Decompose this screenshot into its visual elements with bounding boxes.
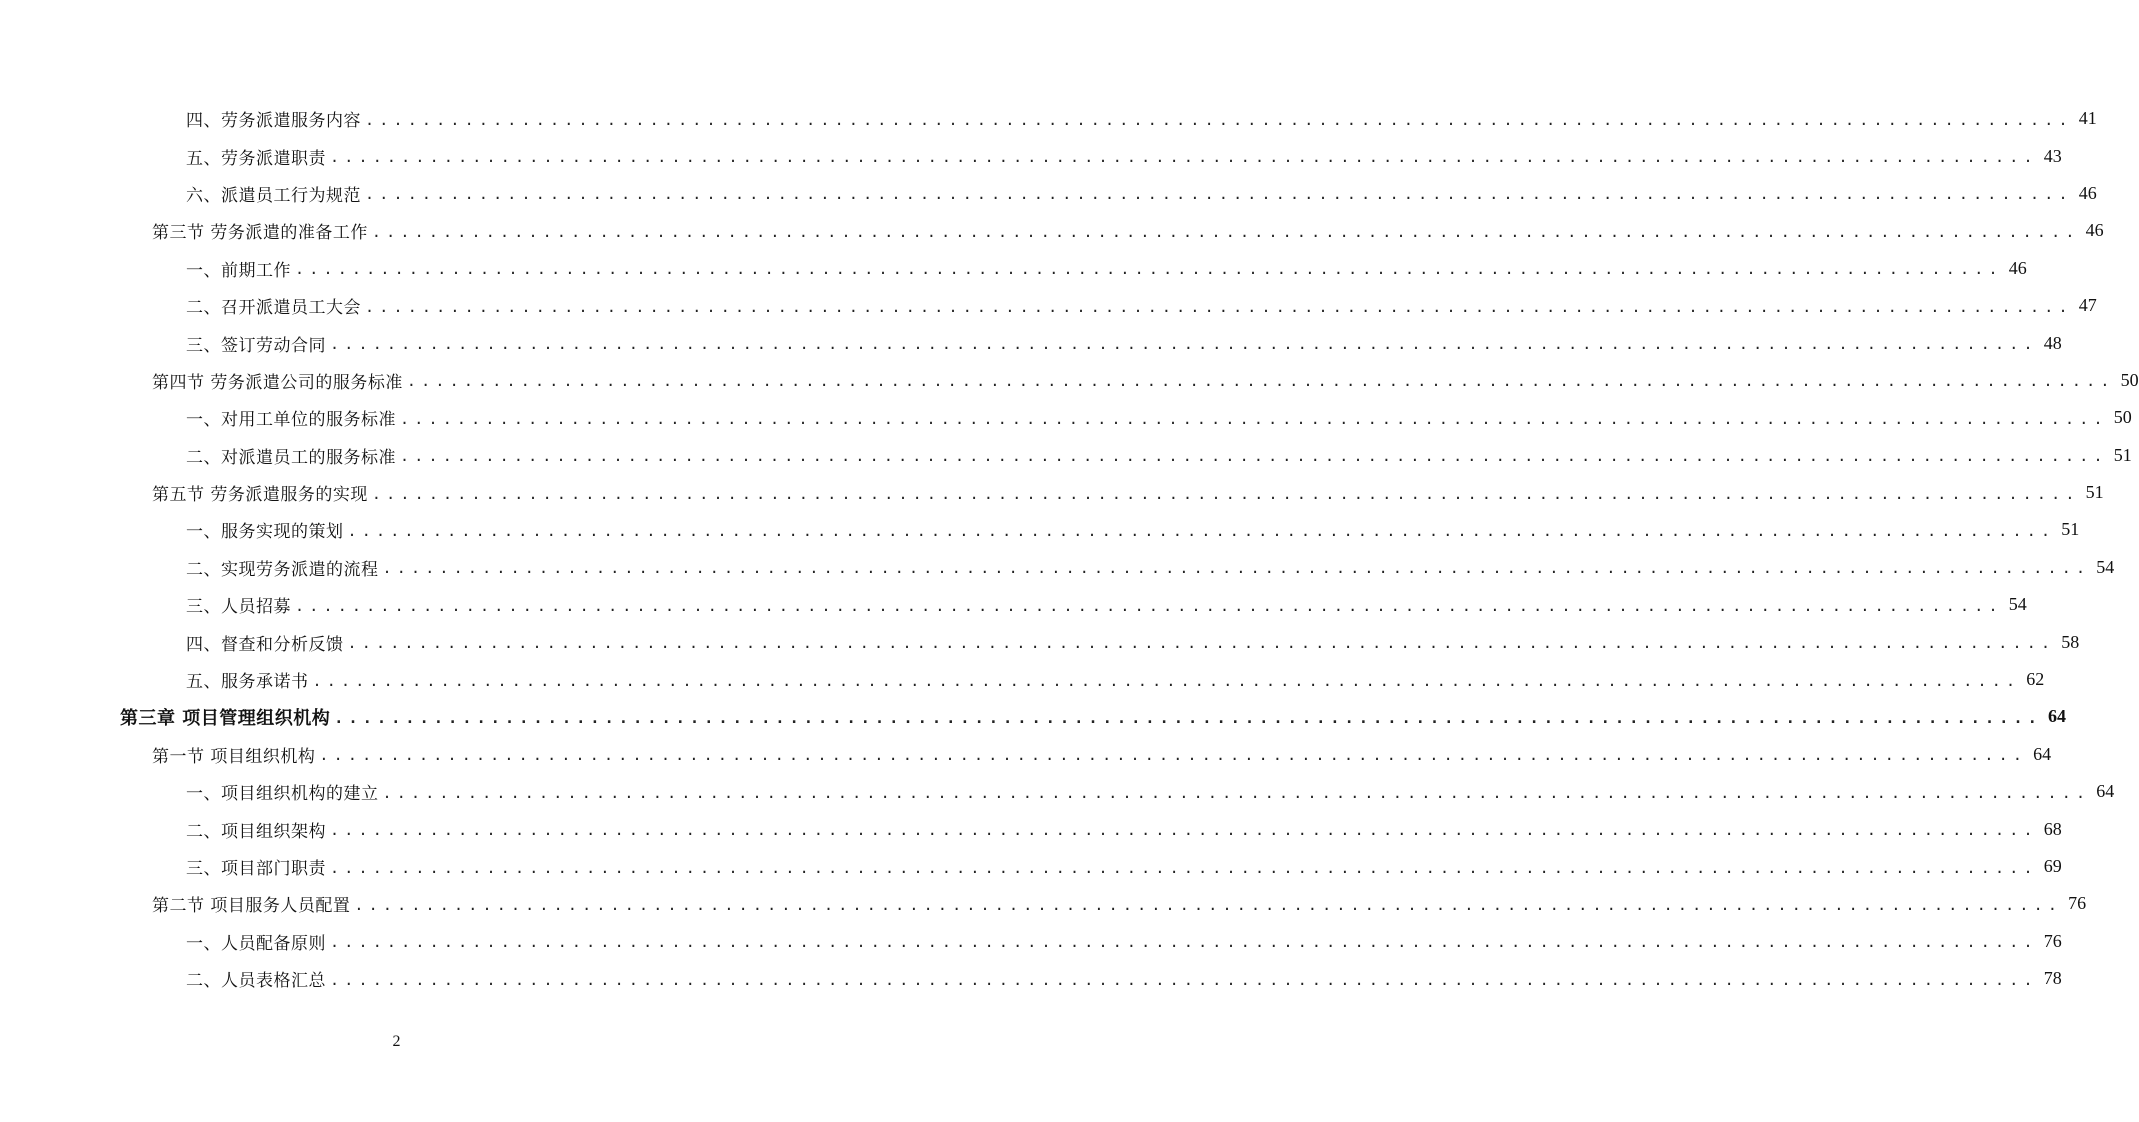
toc-dot-leader: ........................................................................................................................ [330,335,2038,354]
toc-dot-leader: ........................................................................................................................ [347,521,2056,540]
toc-dot-leader: ........................................................................................................................ [330,821,2038,840]
toc-entry-page-number: 41 [2078,108,2097,129]
toc-dot-leader: ........................................................................................................................ [371,484,2080,503]
toc-subsection-entry[interactable] [0,137,2062,174]
page-number: 2 [392,1033,401,1050]
toc-dot-leader: ........................................................................................................................ [382,783,2091,802]
toc-section-entry[interactable] [0,736,2052,773]
toc-subsection-entry[interactable] [0,100,2097,137]
toc-entry-label: 五、劳务派遣职责 [186,144,330,169]
toc-entry-label: 四、劳务派遣服务内容 [186,106,365,131]
toc-entry-page-number: 48 [2043,332,2062,353]
toc-entry-page-number: 78 [2043,968,2062,989]
toc-entry-page-number: 54 [2096,556,2115,577]
toc-entry-label: 一、项目组织机构的建立 [186,779,383,804]
toc-entry-page-number: 46 [2008,257,2027,278]
toc-subsection-entry[interactable] [0,549,2115,586]
toc-subsection-entry[interactable] [0,810,2062,847]
toc-entry-page-number: 51 [2085,482,2104,503]
toc-dot-leader: ........................................................................................................................ [334,708,2042,727]
toc-dot-leader: ........................................................................................................................ [330,858,2038,877]
toc-dot-leader: ........................................................................................................................ [295,260,2003,279]
toc-entry-page-number: 43 [2043,145,2062,166]
toc-subsection-entry[interactable] [0,848,2062,885]
toc-entry-label: 一、服务实现的策划 [186,517,348,542]
toc-chapter-entry[interactable] [0,698,2066,735]
toc-dot-leader: ........................................................................................................................ [406,372,2115,391]
toc-entry-page-number: 51 [2113,444,2132,465]
toc-subsection-entry[interactable] [0,661,2045,698]
toc-entry-page-number: 69 [2043,856,2062,876]
toc-dot-leader: ........................................................................................................................ [319,746,2028,765]
toc-entry-label: 四、督查和分析反馈 [186,630,348,655]
toc-entry-page-number: 47 [2078,295,2097,316]
toc-dot-leader: ........................................................................................................................ [312,671,2021,690]
toc-entry-page-number: 54 [2008,594,2027,615]
toc-entry-label: 五、服务承诺书 [186,667,313,692]
toc-entry-label: 六、派遣员工行为规范 [186,181,365,206]
toc-dot-leader: ........................................................................................................................ [330,933,2038,952]
toc-section-entry[interactable] [0,212,2104,249]
toc-dot-leader: ........................................................................................................................ [365,110,2073,129]
toc-dot-leader: ........................................................................................................................ [371,222,2080,241]
toc-dot-leader: ........................................................................................................................ [354,895,2063,914]
toc-entry-page-number: 58 [2061,631,2080,652]
toc-entry-page-number: 62 [2026,669,2045,690]
toc-entry-label: 二、对派遣员工的服务标准 [186,443,400,468]
toc-subsection-entry[interactable] [0,250,2027,287]
toc-entry-label: 一、对用工单位的服务标准 [186,405,400,430]
toc-subsection-entry[interactable] [0,511,2080,548]
toc-entry-label: 一、人员配备原则 [186,929,330,954]
toc-entry-page-number: 46 [2085,220,2104,241]
toc-entry-page-number: 76 [2068,893,2087,914]
toc-subsection-entry[interactable] [0,175,2097,212]
toc-entry-page-number: 76 [2043,930,2062,951]
toc-entry-page-number: 68 [2043,818,2062,839]
toc-dot-leader: ........................................................................................................................ [330,148,2038,167]
toc-dot-leader: ........................................................................................................................ [347,634,2056,653]
toc-subsection-entry[interactable] [0,287,2097,324]
toc-dot-leader: ........................................................................................................................ [400,447,2108,466]
toc-subsection-entry[interactable] [0,623,2080,660]
toc-entry-page-number: 51 [2061,519,2080,540]
toc-section-entry[interactable] [0,362,2139,399]
toc-entry-label: 第四节 劳务派遣公司的服务标准 [152,368,407,393]
toc-entry-page-number: 64 [2047,706,2066,727]
toc-entry-label: 第三节 劳务派遣的准备工作 [152,218,372,243]
toc-section-entry[interactable] [0,474,2104,511]
toc-dot-leader: ........................................................................................................................ [330,970,2038,989]
toc-subsection-entry[interactable] [0,773,2115,810]
toc-dot-leader: ........................................................................................................................ [382,559,2091,578]
toc-entry-page-number: 46 [2078,182,2097,203]
toc-entry-label: 二、实现劳务派遣的流程 [186,555,383,580]
toc-entry-label: 第二节 项目服务人员配置 [152,891,354,916]
toc-subsection-entry[interactable] [0,437,2132,474]
toc-entry-label: 三、人员招募 [186,592,295,617]
toc-subsection-entry[interactable] [0,960,2062,997]
toc-entry-page-number: 50 [2113,407,2132,428]
toc-entry-label: 二、人员表格汇总 [186,966,330,991]
toc-subsection-entry[interactable] [0,399,2132,436]
toc-entry-label: 二、召开派遣员工大会 [186,293,365,318]
table-of-contents [0,100,2139,997]
toc-entry-label: 三、签订劳动合同 [186,331,330,356]
toc-entry-label: 三、项目部门职责 [186,854,330,879]
toc-entry-label: 一、前期工作 [186,256,295,281]
toc-entry-label: 第一节 项目组织机构 [152,742,319,767]
toc-entry-page-number: 50 [2120,369,2139,390]
toc-subsection-entry[interactable] [0,586,2027,623]
toc-section-entry[interactable] [0,885,2087,922]
toc-subsection-entry[interactable] [0,923,2062,960]
toc-dot-leader: ........................................................................................................................ [295,596,2003,615]
toc-entry-page-number: 64 [2096,781,2115,802]
toc-entry-label: 第三章 项目管理组织机构 [120,704,334,730]
toc-dot-leader: ........................................................................................................................ [365,297,2073,316]
toc-subsection-entry[interactable] [0,324,2062,361]
toc-entry-label: 二、项目组织架构 [186,817,330,842]
toc-dot-leader: ........................................................................................................................ [365,185,2073,204]
toc-entry-page-number: 64 [2033,743,2052,764]
toc-dot-leader: ........................................................................................................................ [400,409,2108,428]
toc-entry-label: 第五节 劳务派遣服务的实现 [152,480,372,505]
